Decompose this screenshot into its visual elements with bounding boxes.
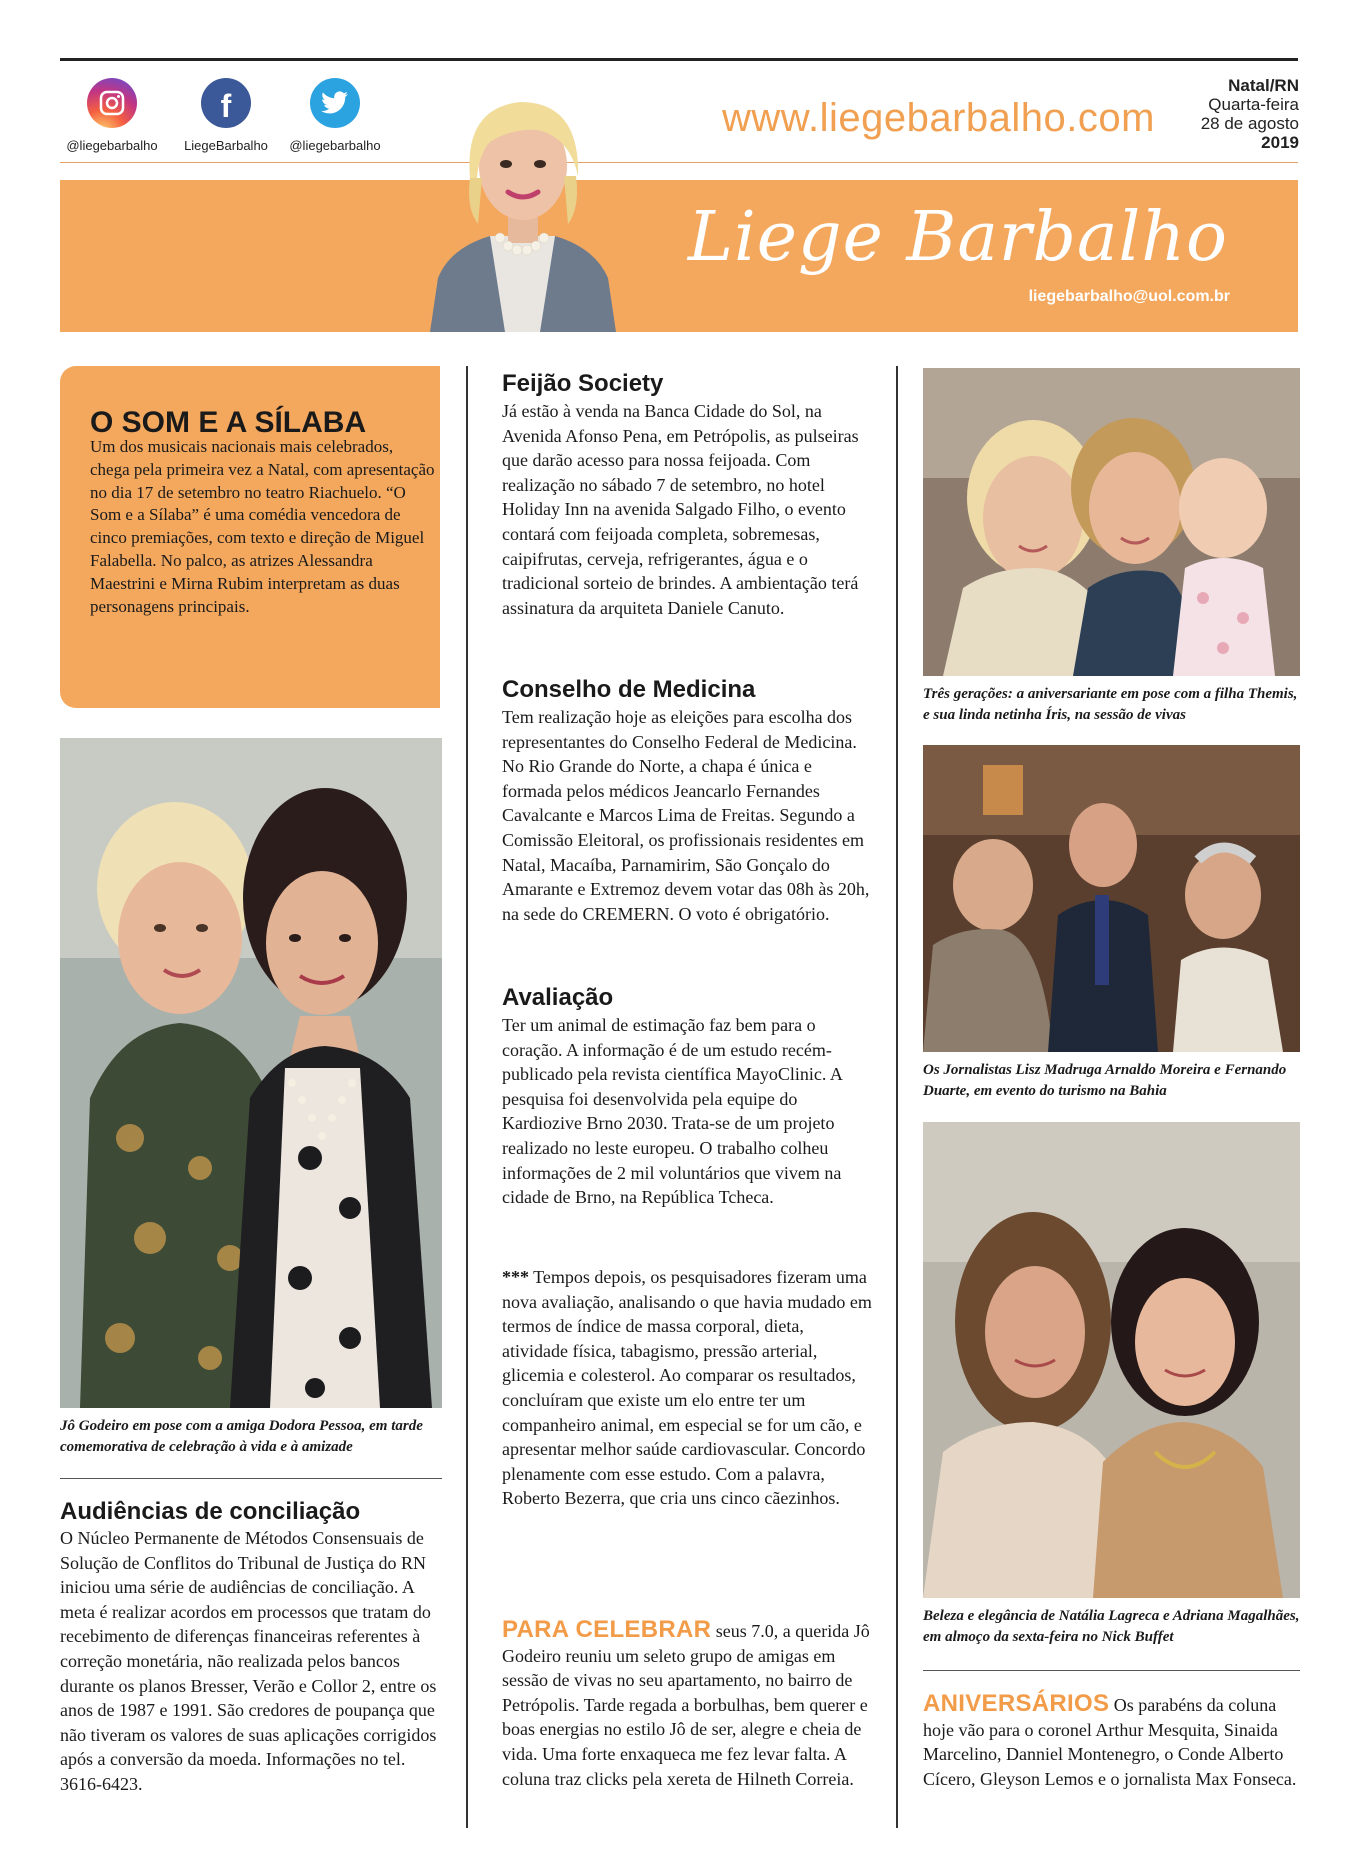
avaliacao-title: Avaliação bbox=[502, 984, 614, 1011]
aniversarios-paragraph bbox=[923, 1692, 1300, 1791]
avaliacao-text-2-body: Tempos depois, os pesquisadores fizeram uma nova avaliação, analisando o que havia mudado em termos de índice de massa corporal, dieta, atividade física, tabagismo, pressão arterial, glicemia e colesterol. Ao comparar os resultados, concluíram que existe um elo entre ter um companheiro animal, em especial se for um cão, e apresentar melhor saúde cardiovascular. Concordo plenamente com esse estudo. Com a palavra, Roberto Bezerra, que cria uns cinco cãezinhos. bbox=[502, 1267, 872, 1509]
date-block bbox=[1201, 76, 1299, 152]
year: 2019 bbox=[1261, 133, 1299, 152]
celebrar-lead: PARA CELEBRAR bbox=[502, 1616, 712, 1643]
feijao-text: Já estão à venda na Banca Cidade do Sol, na Avenida Afonso Pena, em Petrópolis, as pulseiras que darão acesso para nossa feijoada. Com realização no sábado 7 de setembro, no hotel Holiday Inn na avenida Salgado Filho, o evento contará com feijoada completa, sobremesas, caipifrutas, cerveja, refrigerantes, água e o tradicional sorteio de brindes. A ambientação terá assinatura da arquiteta Daniele Canuto. bbox=[502, 401, 859, 618]
email-link[interactable]: liegebarbalho@uol.com.br bbox=[1028, 288, 1230, 305]
twitter-icon bbox=[310, 78, 360, 128]
celebrar-paragraph bbox=[502, 1618, 874, 1791]
highlight-title: O SOM E A SÍLABA bbox=[90, 406, 367, 439]
avaliacao-text-2 bbox=[502, 1265, 874, 1511]
highlight-text: Um dos musicais nacionais mais celebrados, chega pela primeira vez a Natal, com apresentação no dia 17 de setembro no teatro Riachuelo. “O Som e a Sílaba” é uma comédia vencedora de cinco premiações, com texto e direção de Miguel Falabella. No palco, as atrizes Alessandra Maestrini e Mirna Rubim interpretam as duas personagens principais. bbox=[90, 437, 435, 616]
facebook-link[interactable] bbox=[176, 78, 276, 153]
photo-jornalistas bbox=[923, 745, 1300, 1052]
left-divider bbox=[60, 1478, 442, 1479]
website-link[interactable]: www.liegebarbalho.com bbox=[722, 96, 1155, 140]
conselho-text: Tem realização hoje as eleições para escolha dos representantes do Conselho Federal de Medicina. No Rio Grande do Norte, a chapa é única e formada pelos médicos Jeancarlo Fernandes Cavalcante e Marcos Lima de Freitas. Segundo a Comissão Eleitoral, os profissionais residentes em Natal, Macaíba, Parnamirim, São Gonçalo do Amarante e Extremoz devem votar das 08h às 20h, na sede do CREMERN. O voto é obrigatório. bbox=[502, 707, 870, 924]
photo-natalia-adriana bbox=[923, 1122, 1300, 1598]
column-rule-1 bbox=[466, 366, 468, 1828]
feijao-title: Feijão Society bbox=[502, 370, 664, 397]
facebook-handle: LiegeBarbalho bbox=[184, 138, 268, 153]
audiencias-text: O Núcleo Permanente de Métodos Consensuais de Solução de Conflitos do Tribunal de Justiça do RN iniciou uma série de audiências de conciliação. A meta é realizar acordos em processos que tratam do recebimento de diferenças financeiras referentes à correção monetária, não realizada pelos bancos durante os planos Bresser, Verão e Collor 2, entre os anos de 1987 e 1991. São credores de poupança que não tiveram os valores de suas aplicações corrigidos após a conversão da moeda. Informações no tel. 3616-6423. bbox=[60, 1528, 437, 1794]
column-rule-2 bbox=[896, 366, 898, 1828]
location: Natal/RN bbox=[1228, 76, 1299, 95]
instagram-link[interactable] bbox=[62, 78, 162, 153]
columnist-photo bbox=[420, 68, 625, 332]
instagram-handle: @liegebarbalho bbox=[66, 138, 158, 153]
aniversarios-text: Os parabéns da coluna hoje vão para o coronel Arthur Mesquita, Sinaida Marcelino, Danniel Montenegro, o Conde Alberto Cícero, Gleyson Lemos e o jornalista Max Fonseca. bbox=[923, 1695, 1297, 1789]
photo-right-bottom-caption: Beleza e elegância de Natália Lagreca e Adriana Magalhães, em almoço da sexta-feira no Nick Buffet bbox=[923, 1608, 1300, 1645]
instagram-icon bbox=[87, 78, 137, 128]
photo-left-caption: Jô Godeiro em pose com a amiga Dodora Pessoa, em tarde comemorativa de celebração à vida e à amizade bbox=[60, 1418, 423, 1455]
photo-right-middle-caption: Os Jornalistas Lisz Madruga Arnaldo Moreira e Fernando Duarte, em evento do turismo na Bahia bbox=[923, 1062, 1287, 1099]
conselho-title: Conselho de Medicina bbox=[502, 676, 756, 703]
audiencias-title: Audiências de conciliação bbox=[60, 1498, 361, 1525]
weekday: Quarta-feira bbox=[1208, 95, 1299, 114]
right-divider bbox=[923, 1670, 1300, 1671]
highlight-box bbox=[60, 366, 440, 708]
facebook-icon: f bbox=[201, 78, 251, 128]
twitter-handle: @liegebarbalho bbox=[289, 138, 381, 153]
column-title: Liege Barbalho bbox=[687, 198, 1228, 277]
column-banner bbox=[60, 180, 1298, 332]
twitter-link[interactable] bbox=[285, 78, 385, 153]
photo-right-top-caption: Três gerações: a aniversariante em pose com a filha Themis, e sua linda netinha Íris, na sessão de vivas bbox=[923, 686, 1298, 723]
avaliacao-mark: *** bbox=[502, 1267, 529, 1287]
photo-jo-godeiro bbox=[60, 738, 442, 1408]
photo-tres-geracoes bbox=[923, 368, 1300, 676]
date: 28 de agosto bbox=[1200, 114, 1299, 133]
aniversarios-lead: ANIVERSÁRIOS bbox=[923, 1690, 1110, 1717]
top-rule bbox=[60, 58, 1298, 61]
celebrar-text: seus 7.0, a querida Jô Godeiro reuniu um seleto grupo de amigas em sessão de vivas no seu apartamento, no bairro de Petrópolis. Tarde regada a borbulhas, bem querer e boas energias no estilo Jô de ser, alegre e cheia de vida. Uma forte enxaqueca me fez levar falta. A coluna traz clicks pela xereta de Hilneth Correia. bbox=[502, 1621, 870, 1789]
header-thin-rule bbox=[60, 162, 1298, 163]
avaliacao-text: Ter um animal de estimação faz bem para o coração. A informação é de um estudo recém-publicado pela revista científica MayoClinic. A pesquisa foi desenvolvida pela equipe do Kardiozive Brno 2030. Trata-se de um projeto realizado no leste europeu. O trabalho colheu informações de 2 mil voluntários que vivem na cidade de Brno, na República Tcheca. bbox=[502, 1015, 842, 1208]
